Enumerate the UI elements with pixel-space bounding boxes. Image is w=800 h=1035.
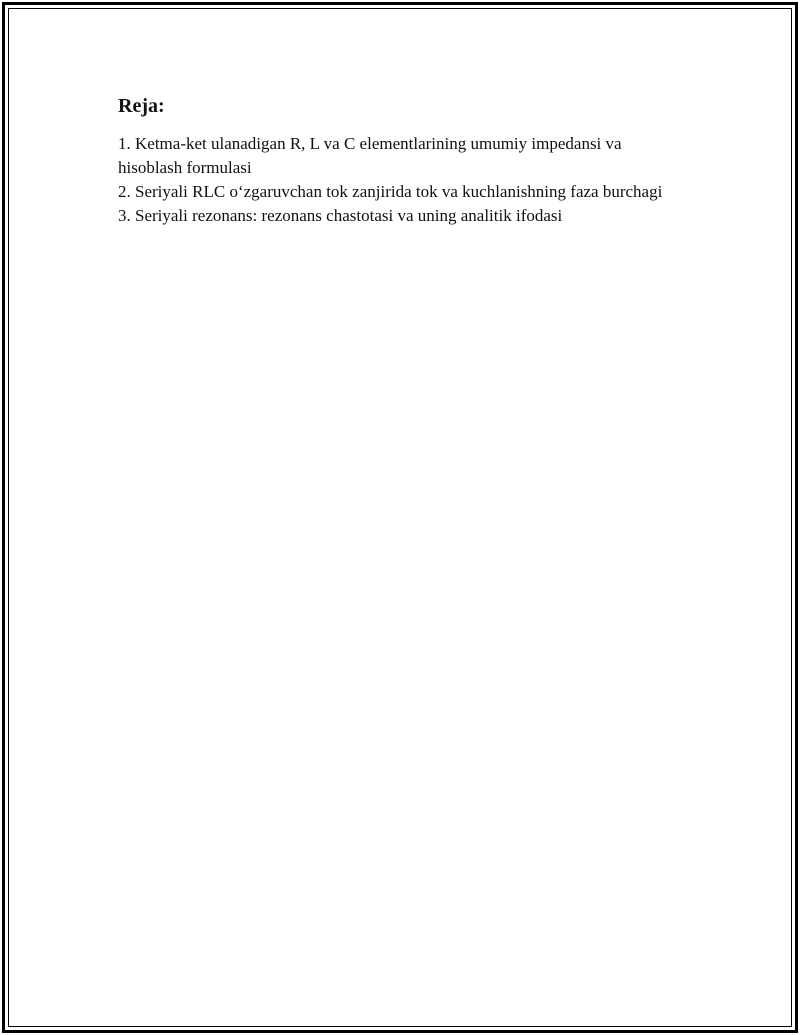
plan-item-1: 1. Ketma-ket ulanadigan R, L va C elementlarining umumiy impedansi va hisoblash formulasi xyxy=(118,134,622,177)
plan-item-2: 2. Seriyali RLC o‘zgaruvchan tok zanjirida tok va kuchlanishning faza burchagi xyxy=(118,182,663,201)
plan-heading: Reja: xyxy=(118,95,165,117)
plan-list xyxy=(118,132,678,228)
document-content xyxy=(118,92,678,228)
plan-item-3: 3. Seriyali rezonans: rezonans chastotasi va uning analitik ifodasi xyxy=(118,206,563,225)
